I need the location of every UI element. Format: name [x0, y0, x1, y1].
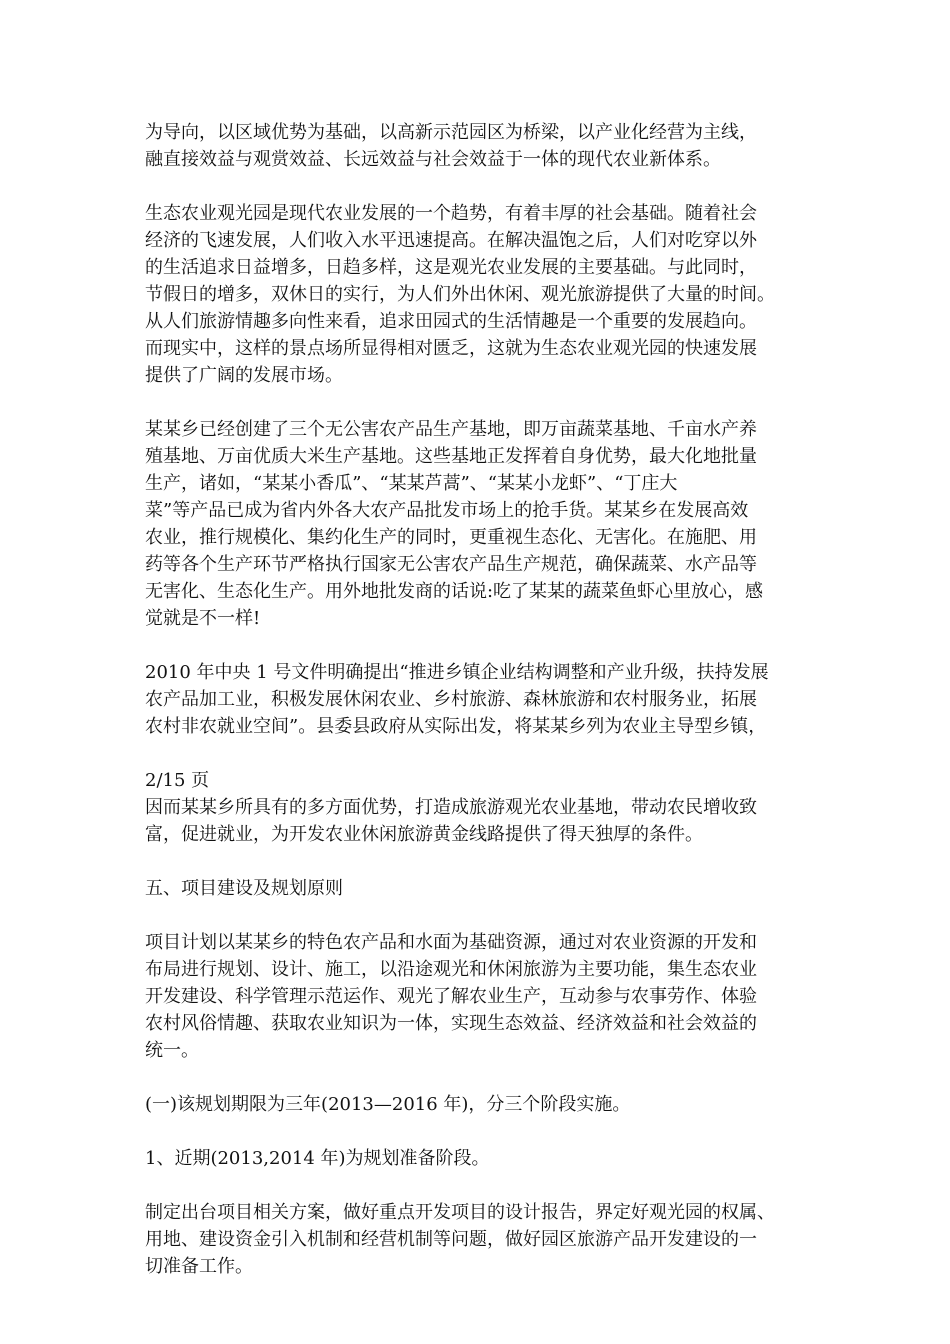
paragraph-eco-park-trend: [145, 200, 805, 389]
text-line: 布局进行规划、设计、施工，以沿途观光和休闲旅游为主要功能，集生态农业: [145, 959, 757, 980]
paragraph-policy-2010: [145, 659, 805, 740]
paragraph-production-bases: [145, 416, 805, 632]
text-line: 的生活追求日益增多，日趋多样，这是观光农业发展的主要基础。与此同时，: [145, 257, 757, 278]
text-line: 农村非农就业空间”。县委县政府从实际出发，将某某乡列为农业主导型乡镇，: [145, 716, 767, 737]
page-number: 2/15 页: [145, 770, 210, 791]
text-line: (一)该规划期限为三年(2013—2016 年)，分三个阶段实施。: [145, 1094, 631, 1115]
text-line: 富，促进就业，为开发农业休闲旅游黄金线路提供了得天独厚的条件。: [145, 824, 703, 845]
text-line: 提供了广阔的发展市场。: [145, 365, 343, 386]
text-line: 开发建设、科学管理示范运作、观光了解农业生产，互动参与农事劳作、体验: [145, 986, 757, 1007]
text-line: 殖基地、万亩优质大米生产基地。这些基地正发挥着自身优势，最大化地批量: [145, 446, 757, 467]
text-line: 因而某某乡所具有的多方面优势，打造成旅游观光农业基地，带动农民增收致: [145, 797, 757, 818]
text-line: 切准备工作。: [145, 1256, 253, 1277]
paragraph-advantages: [145, 794, 805, 848]
text-line: 某某乡已经创建了三个无公害农产品生产基地，即万亩蔬菜基地、千亩水产养: [145, 419, 757, 440]
text-line: 1、近期(2013,2014 年)为规划准备阶段。: [145, 1148, 490, 1169]
paragraph-preparation: [145, 1199, 805, 1280]
text-line: 药等各个生产环节严格执行国家无公害农产品生产规范，确保蔬菜、水产品等: [145, 554, 757, 575]
section-heading: [145, 875, 805, 902]
text-line: 生态农业观光园是现代农业发展的一个趋势，有着丰厚的社会基础。随着社会: [145, 203, 757, 224]
text-line: 而现实中，这样的景点场所显得相对匮乏，这就为生态农业观光园的快速发展: [145, 338, 757, 359]
text-line: 农村风俗情趣、获取农业知识为一体，实现生态效益、经济效益和社会效益的: [145, 1013, 757, 1034]
text-line: 农产品加工业，积极发展休闲农业、乡村旅游、森林旅游和农村服务业，拓展: [145, 689, 757, 710]
text-line: 2010 年中央 1 号文件明确提出“推进乡镇企业结构调整和产业升级，扶持发展: [145, 662, 769, 683]
text-line: 统一。: [145, 1040, 199, 1061]
paragraph-project-plan: [145, 929, 805, 1064]
text-line: 节假日的增多，双休日的实行，为人们外出休闲、观光旅游提供了大量的时间。: [145, 284, 775, 305]
heading-text: 五、项目建设及规划原则: [145, 878, 343, 899]
paragraph-intro: [145, 119, 805, 173]
text-line: 经济的飞速发展，人们收入水平迅速提高。在解决温饱之后，人们对吃穿以外: [145, 230, 757, 251]
text-line: 觉就是不一样!: [145, 608, 261, 629]
document-page: [145, 119, 805, 1280]
text-line: 制定出台项目相关方案，做好重点开发项目的设计报告，界定好观光园的权属、: [145, 1202, 775, 1223]
text-line: 项目计划以某某乡的特色农产品和水面为基础资源，通过对农业资源的开发和: [145, 932, 757, 953]
text-line: 融直接效益与观赏效益、长远效益与社会效益于一体的现代农业新体系。: [145, 149, 721, 170]
text-line: 无害化、生态化生产。用外地批发商的话说:吃了某某的蔬菜鱼虾心里放心，感: [145, 581, 764, 602]
text-line: 从人们旅游情趣多向性来看，追求田园式的生活情趣是一个重要的发展趋向。: [145, 311, 757, 332]
text-line: 用地、建设资金引入机制和经营机制等问题，做好园区旅游产品开发建设的一: [145, 1229, 757, 1250]
text-line: 菜”等产品已成为省内外各大农产品批发市场上的抢手货。某某乡在发展高效: [145, 500, 749, 521]
paragraph-plan-period: [145, 1091, 805, 1118]
paragraph-near-term: [145, 1145, 805, 1172]
text-line: 为导向，以区域优势为基础，以高新示范园区为桥梁，以产业化经营为主线，: [145, 122, 757, 143]
text-line: 农业，推行规模化、集约化生产的同时，更重视生态化、无害化。在施肥、用: [145, 527, 757, 548]
text-line: 生产，诸如，“某某小香瓜”、“某某芦蒿”、“某某小龙虾”、“丁庄大: [145, 473, 678, 494]
